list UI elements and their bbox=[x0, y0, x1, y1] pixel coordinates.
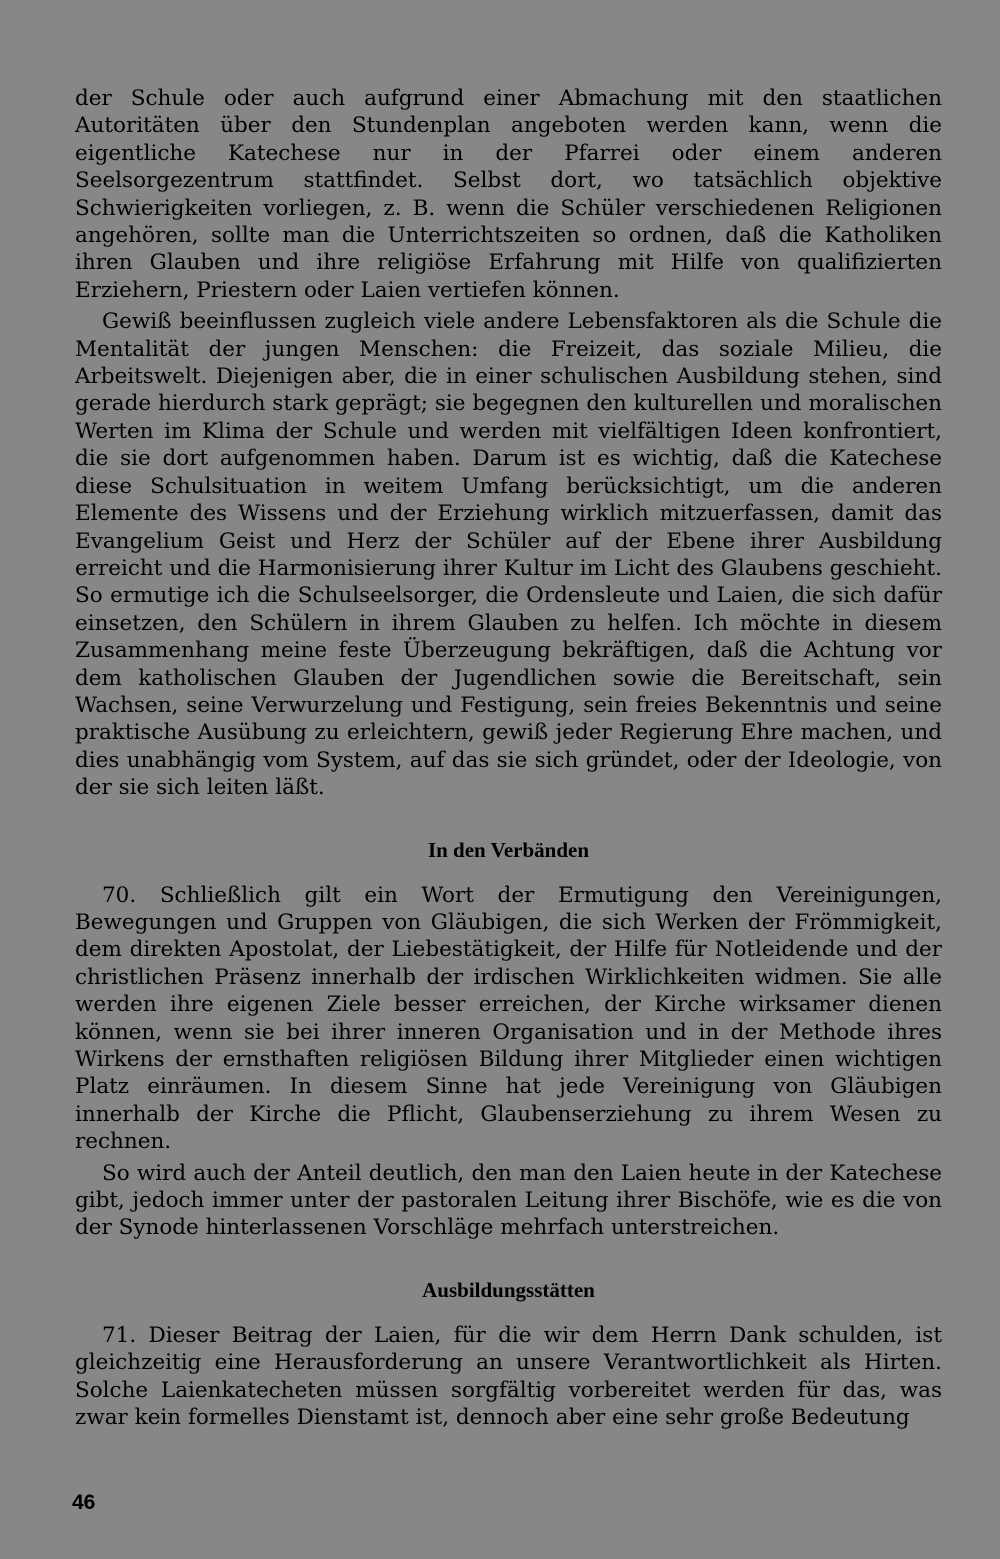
paragraph-laien-anteil: So wird auch der Anteil deutlich, den man den Laien heute in der Katechese gibt, jedoch immer unter der pastoralen Leitung ihrer Bischöfe, wie es die von der Synode hinterlassenen Vorschläge mehrfach unterstreichen. bbox=[75, 1160, 942, 1241]
paragraph-70: 70. Schließlich gilt ein Wort der Ermutigung den Vereinigungen, Bewegungen und Gruppen von Gläubigen, die sich Werken der Frömmigkeit, dem direkten Apostolat, der Liebestätigkeit, der Hilfe für Notleidende und der christlichen Präsenz innerhalb der irdischen Wirklichkeiten widmen. Sie alle werden ihre eigenen Ziele besser erreichen, der Kirche wirksamer dienen können, wenn sie bei ihrer inneren Organisation und in der Methode ihres Wirkens der ernsthaften religiösen Bildung ihrer Mitglieder einen wichtigen Platz einräumen. In diesem Sinne hat jede Vereinigung von Gläubigen innerhalb der Kirche die Pflicht, Glaubenserziehung zu ihrem Wesen zu rechnen. bbox=[75, 882, 942, 1155]
paragraph-continuation: der Schule oder auch aufgrund einer Abmachung mit den staatlichen Autoritäten über den Stundenplan angeboten werden kann, wenn die eigentliche Katechese nur in der Pfarrei oder einem anderen Seelsorgezentrum stattfindet. Selbst dort, wo tatsächlich objektive Schwierigkeiten vorliegen, z. B. wenn die Schüler verschiedenen Religionen angehören, sollte man die Unterrichtszeiten so ordnen, daß die Katholiken ihren Glauben und ihre religiöse Erfahrung mit Hilfe von qualifizierten Erziehern, Priestern oder Laien vertiefen können. bbox=[75, 86, 942, 303]
section-heading-verbaenden: In den Verbänden bbox=[427, 837, 590, 862]
page-body bbox=[75, 85, 942, 1431]
paragraph-71: 71. Dieser Beitrag der Laien, für die wir dem Herrn Dank schulden, ist gleichzeitig eine Herausforderung an unsere Verantwortlichkeit als Hirten. Solche Laienkatecheten müssen sorgfältig vorbereitet werden für das, was zwar kein formelles Dienstamt ist, dennoch aber eine sehr große Bedeutung bbox=[75, 1322, 942, 1431]
section-heading-ausbildungsstaetten: Ausbildungsstätten bbox=[422, 1277, 595, 1302]
paragraph-mentality: Gewiß beeinflussen zugleich viele andere Lebensfaktoren als die Schule die Mentalität der jungen Menschen: die Freizeit, das soziale Milieu, die Arbeitswelt. Diejenigen aber, die in einer schulischen Ausbildung stehen, sind gerade hierdurch stark geprägt; sie begegnen den kulturellen und moralischen Werten im Klima der Schule und werden mit vielfältigen Ideen konfrontiert, die sie dort aufgenommen haben. Darum ist es wichtig, daß die Katechese diese Schulsituation in weitem Umfang berücksichtigt, um die anderen Elemente des Wissens und der Erziehung wirklich mitzuerfassen, damit das Evangelium Geist und Herz der Schüler auf der Ebene ihrer Ausbildung erreicht und die Harmonisierung ihrer Kultur im Licht des Glaubens geschieht. So ermutige ich die Schulseelsorger, die Ordensleute und Laien, die sich dafür einsetzen, den Schülern in ihrem Glauben zu helfen. Ich möchte in diesem Zusammenhang meine feste Überzeugung bekräftigen, daß die Achtung vor dem katholischen Glauben der Jugendlichen sowie die Bereitschaft, sein Wachsen, seine Verwurzelung und Festigung, sein freies Bekenntnis und seine praktische Ausübung zu erleichtern, gewiß jeder Regierung Ehre machen, und dies unabhängig vom System, auf das sie sich gründet, oder der Ideologie, von der sie sich leiten läßt. bbox=[75, 309, 942, 801]
page-number: 46 bbox=[72, 1491, 96, 1514]
